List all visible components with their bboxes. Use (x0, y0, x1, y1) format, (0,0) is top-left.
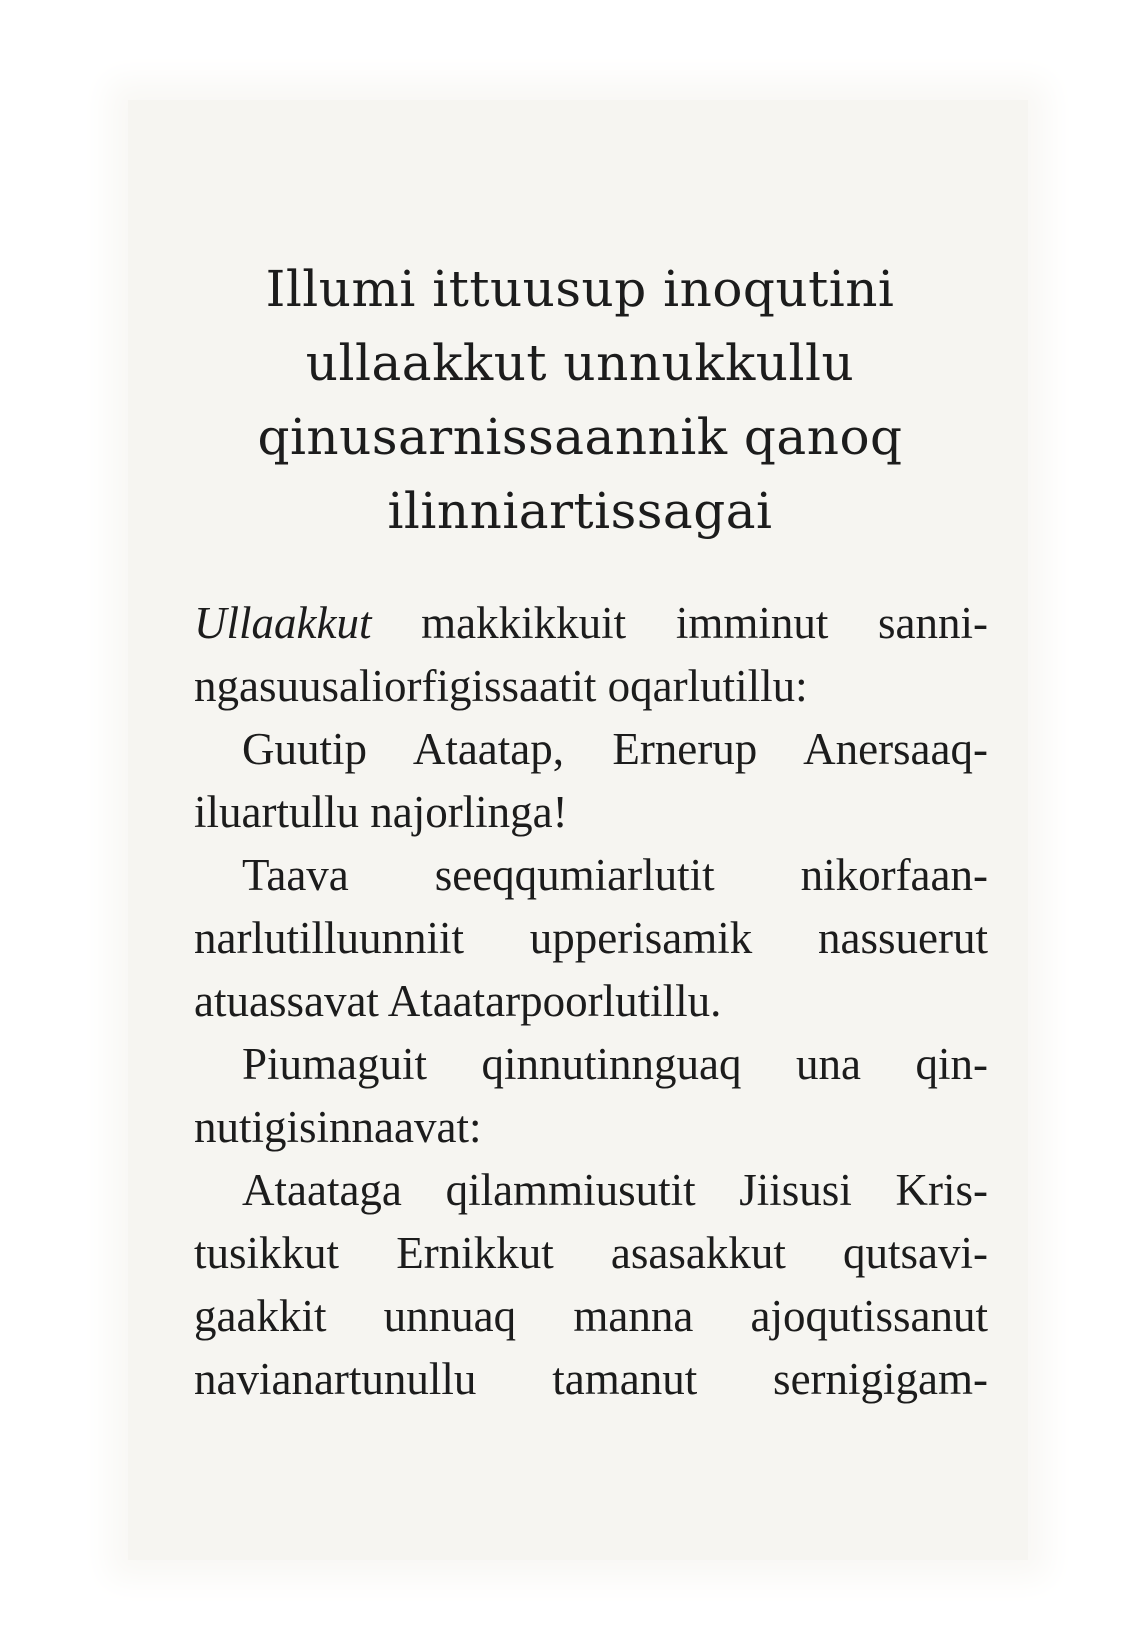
paragraph-line (194, 592, 988, 655)
text-run: makkikkuit imminut sanni- (371, 598, 988, 648)
body-text (194, 592, 988, 1411)
paragraph-line: Guutip Ataatap, Ernerup Anersaaq- (242, 724, 988, 774)
paragraph-line: ngasuusaliorfigissaatit oqarlutillu: (194, 661, 808, 711)
paragraph-line: nutigisinnaavat: (194, 1102, 482, 1152)
paragraph-line: gaakkit unnuaq manna ajoqutissanut (194, 1291, 988, 1341)
paragraph-line: navianartunullu tamanut sernigigam- (194, 1354, 988, 1404)
paragraph-line: Ataataga qilammiusutit Jiisusi Kris- (242, 1165, 988, 1215)
title-line: ullaakkut unnukkullu (305, 334, 855, 392)
page-title (150, 252, 1010, 548)
paragraph-line: atuassavat Ataatarpoorlutillu. (194, 976, 722, 1026)
title-line: qinusarnissaannik qanoq (257, 408, 903, 466)
title-line: ilinniartissagai (387, 482, 773, 540)
title-line: Illumi ittuusup inoqutini (265, 260, 895, 318)
paragraph-line: narlutilluunniit upperisamik nassuerut (194, 913, 988, 963)
paragraph-line: Piumaguit qinnutinnguaq una qin- (242, 1039, 988, 1089)
paragraph-line: iluartullu najorlinga! (194, 787, 568, 837)
paragraph-line: tusikkut Ernikkut asasakkut qutsavi- (194, 1228, 988, 1278)
paragraph-line: Taava seeqqumiarlutit nikorfaan- (242, 850, 988, 900)
emphasized-word: Ullaakkut (194, 598, 372, 648)
